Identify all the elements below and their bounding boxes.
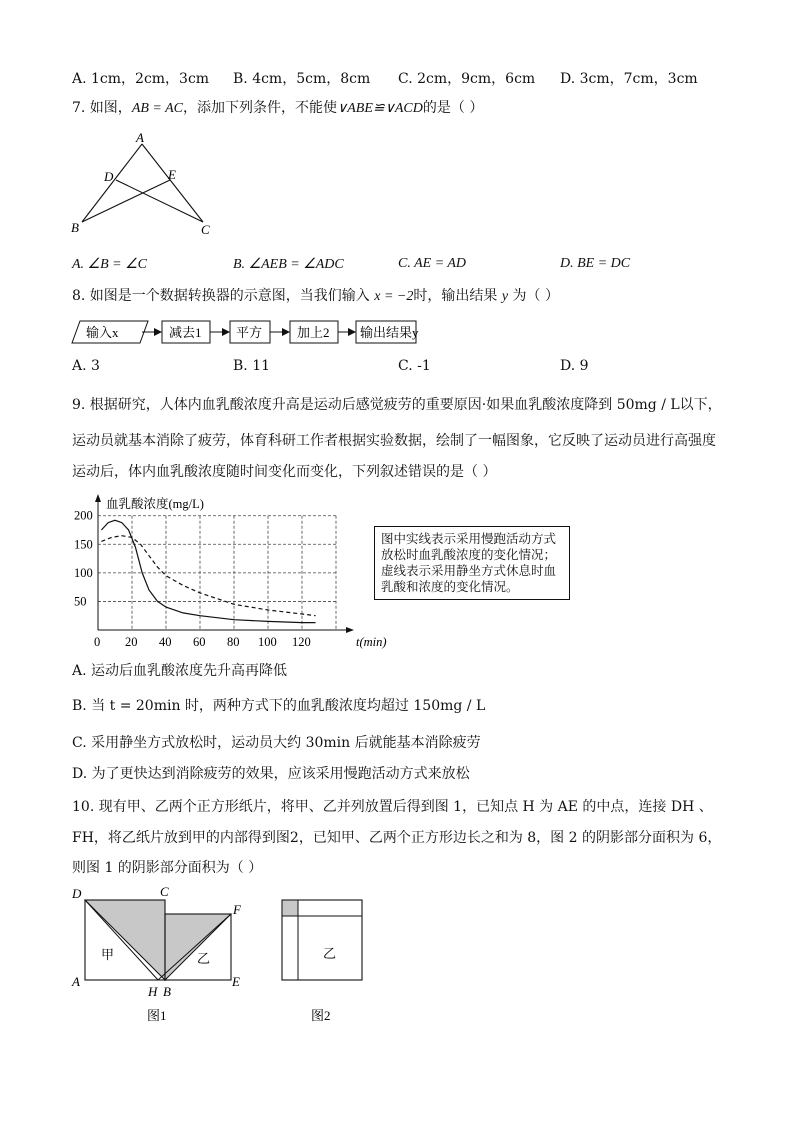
q8-stem-var: y [501,289,509,304]
label-h: H [148,984,158,999]
arrow-icon [154,328,162,336]
q9-lactate-chart [70,490,387,650]
shaded-corner-square [282,900,298,916]
q10-stem-line-1: 10. 现有甲、乙两个正方形纸片，将甲、乙并列放置后得到图 1，已知点 H 为 AE 的中点，连接 DH 、 [72,799,713,815]
q8-flow-diagram [70,318,420,348]
label-c: C [201,222,210,237]
chart-grid [98,516,336,630]
q6-option-d: D. 3cm，7cm，3cm [560,71,698,87]
q8-option-a: A. 3 [72,358,100,374]
shaded-triangle-dhc [85,900,165,980]
series-line-solid [101,520,315,622]
q10-stem-line-2: FH，将乙纸片放到甲的内部得到图2，已知甲、乙两个正方形边长之和为 8，图 2 的阴影部分面积为 6， [72,830,722,846]
label-yi: 乙 [323,946,337,961]
q9-chart-legend-box: 图中实线表示采用慢跑活动方式放松时血乳酸浓度的变化情况；虚线表示采用静坐方式休息时血乳酸和浓度的变化情况。 [374,526,570,600]
q6-option-c: C. 2cm，9cm，6cm [398,71,536,87]
q9-option-c: C. 采用静坐方式放松时，运动员大约 30min 后就能基本消除疲劳 [72,735,481,751]
chart-x-label: t(min) [356,635,387,649]
q7-triangle-figure [66,128,226,238]
q7-stem [72,98,483,119]
q9-option-d: D. 为了更快达到消除疲劳的效果，应该采用慢跑活动方式来放松 [72,766,470,782]
x-axis-arrow-icon [346,627,354,633]
x-tick-label: 40 [159,635,172,649]
arrow-icon [348,328,356,336]
shaded-triangle-hf [165,914,231,980]
q7-stem-mid: ，添加下列条件，不能使 [183,100,337,116]
x-tick-label: 0 [94,635,101,649]
x-tick-label: 100 [258,635,277,649]
label-yi: 乙 [197,951,211,966]
chart-series [101,520,315,622]
arrow-icon [282,328,290,336]
q7-stem-suffix: 的是（ ） [422,100,484,116]
x-tick-label: 60 [193,635,206,649]
q9-stem-line-2: 运动员就基本消除了疲劳，体育科研工作者根据实验数据，绘制了一幅图象，它反映了运动员进行高强度 [72,433,716,449]
segment-be [82,180,170,222]
y-tick-label: 200 [74,508,93,523]
arrow-icon [222,328,230,336]
x-tick-label: 80 [227,635,240,649]
flow-output-label: 输出结果y [360,325,419,340]
q7-stem-prefix: 7. 如图， [72,100,132,116]
label-d: D [104,169,114,184]
chart-tick-labels [74,509,311,649]
q10-figure-1 [68,884,258,1029]
x-tick-label: 120 [292,635,311,649]
q8-option-c: C. -1 [398,358,431,374]
segment-dc [116,180,203,222]
q8-option-d: D. 9 [560,358,589,374]
q9-option-a: A. 运动后血乳酸浓度先升高再降低 [72,663,288,679]
flow-step-2-label: 平方 [236,325,263,340]
label-f: F [233,902,241,917]
q7-option-d: D. BE = DC [560,256,631,271]
chart-y-label: 血乳酸浓度(mg/L) [106,497,204,511]
q6-option-a: A. 1cm，2cm，3cm [72,71,210,87]
x-tick-label: 20 [125,635,138,649]
q7-option-c: C. AE = AD [398,256,467,271]
flow-step-3-label: 加上2 [297,325,330,340]
label-b: B [71,220,79,235]
figure-2-caption: 图2 [311,1008,331,1023]
q8-option-b: B. 11 [233,358,271,374]
q10-stem-line-3: 则图 1 的阴影部分面积为（ ） [72,860,263,876]
side-ac [142,144,203,222]
q7-stem-condition: AB = AC [131,101,183,116]
q7-stem-triangles: ∨ABE≌∨ACD [337,101,423,116]
label-c: C [160,884,169,899]
flow-input-label: 输入x [86,325,119,340]
q7-option-b: B. ∠AEB = ∠ADC [233,257,344,272]
q10-figure-2 [274,884,394,1029]
y-tick-label: 100 [74,565,93,580]
q8-stem-suffix: 为（ ） [512,288,559,304]
series-line-dashed [101,536,315,616]
y-tick-label: 150 [74,537,93,552]
chart-axes [95,494,354,633]
q7-option-a: A. ∠B = ∠C [72,257,147,272]
figure-1-caption: 图1 [147,1008,167,1023]
y-axis-arrow-icon [95,494,101,502]
q9-option-b: B. 当 t = 20min 时，两种方式下的血乳酸浓度均超过 150mg / L [72,698,486,714]
label-a: A [136,130,144,145]
label-a: A [72,974,80,989]
q6-option-b: B. 4cm，5cm，8cm [233,71,371,87]
q8-stem-prefix: 8. 如图是一个数据转换器的示意图，当我们输入 [72,288,370,304]
label-jia: 甲 [101,947,115,962]
label-e: E [232,974,240,989]
y-tick-label: 50 [74,594,87,609]
q8-stem [72,286,559,307]
label-b: B [163,984,171,999]
q8-stem-input: x = −2 [374,289,414,304]
q9-stem-line-3: 运动后，体内血乳酸浓度随时间变化而变化，下列叙述错误的是（ ） [72,464,497,480]
label-d: D [72,886,82,901]
q9-stem-line-1: 9. 根据研究，人体内血乳酸浓度升高是运动后感觉疲劳的重要原因·如果血乳酸浓度降到 50mg / L以下， [72,397,722,413]
label-e: E [168,167,176,182]
q8-stem-mid: 时，输出结果 [413,288,498,304]
flow-step-1-label: 减去1 [169,325,202,340]
